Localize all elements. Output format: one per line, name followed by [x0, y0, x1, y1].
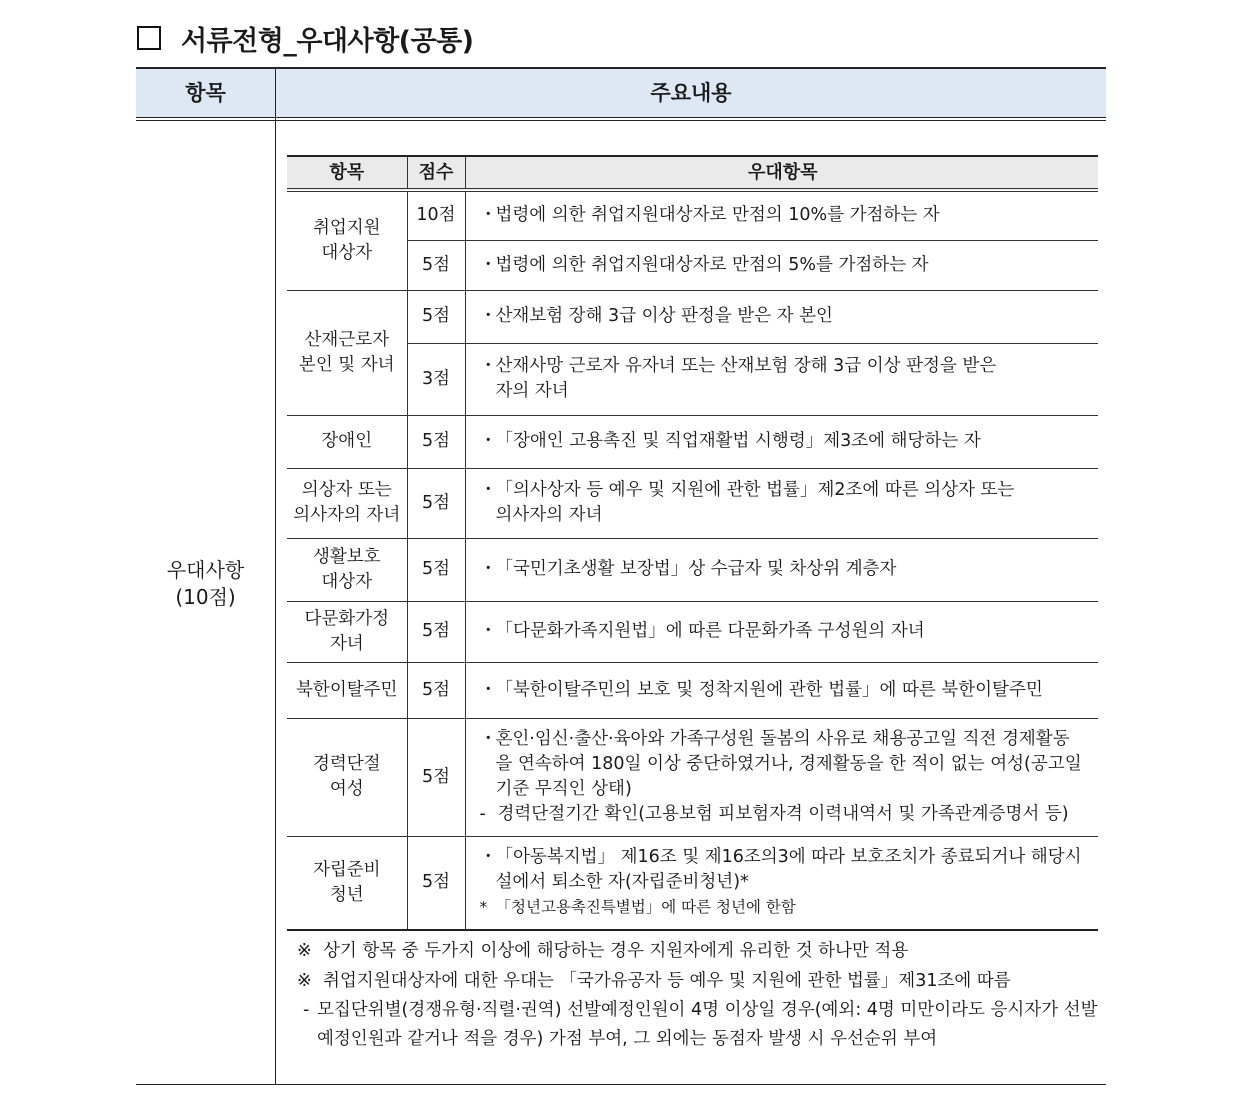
note-item [297, 936, 1102, 966]
preference-cell [465, 290, 1098, 343]
bullet [480, 557, 1087, 582]
item-cell [287, 415, 407, 468]
bullet [480, 678, 1087, 703]
note-marker: ※ [297, 941, 312, 961]
table-bottom-border [136, 1084, 1106, 1085]
item-cell [287, 718, 407, 836]
category-label-name: 우대사항 [166, 558, 245, 582]
bullet-marker: ・ [479, 254, 497, 275]
item-cell [287, 538, 407, 601]
item-text: 경력단절 [312, 754, 381, 774]
item-text: 취업지원 [312, 217, 381, 238]
table-row [287, 415, 1098, 468]
bullet-text: 법령에 의한 취업지원대상자로 만점의 5%를 가점하는 자 [495, 254, 929, 275]
preference-cell [465, 601, 1098, 662]
bullet [480, 727, 1087, 802]
column-divider [275, 67, 276, 1085]
bullet [480, 354, 1087, 404]
preference-cell [465, 718, 1098, 836]
table-row [287, 718, 1098, 836]
note-text: 상기 항목 중 두가지 이상에 해당하는 경우 지원자에게 유리한 것 하나만 적용 [323, 941, 909, 961]
item-cell [287, 662, 407, 718]
bullet-text: 「국민기초생활 보장법」상 수급자 및 차상위 계층자 [495, 559, 897, 579]
preference-cell [465, 415, 1098, 468]
bullet-text: 산재보험 장해 3급 이상 판정을 받은 자 본인 [495, 306, 833, 326]
bullet-marker: ・ [479, 621, 497, 641]
score-cell: 3점 [407, 343, 465, 415]
table-row [287, 538, 1098, 601]
checkbox-square-icon [137, 26, 161, 50]
section-title [137, 18, 474, 58]
bullet-marker: ・ [479, 729, 497, 749]
bullet-marker: ・ [479, 847, 497, 868]
score-cell: 5점 [407, 538, 465, 601]
bullet-text: 「아동복지법」 제16조 및 제16조의3에 따라 보호조치가 종료되거나 해당시설에서 퇴소한 자(자립준비청년)* [495, 847, 1082, 893]
section-title-text: 서류전형_우대사항(공통) [181, 25, 474, 57]
item-text: 자녀 [329, 633, 364, 654]
col-header-preference: 우대항목 [465, 156, 1098, 190]
col-header-item: 항목 [287, 156, 407, 190]
bullet-text: 경력단절기간 확인(고용보험 피보험자격 이력내역서 및 가족관계증명서 등) [497, 804, 1069, 824]
bullet-marker: ・ [479, 205, 497, 226]
score-cell: 5점 [407, 240, 465, 290]
preference-cell [465, 190, 1098, 240]
bullet [480, 429, 1087, 454]
sub-bullet [480, 802, 1087, 827]
item-cell [287, 836, 407, 930]
item-text: 다문화가정 [304, 608, 390, 629]
bullet-marker: ・ [479, 431, 497, 451]
preference-cell [465, 836, 1098, 930]
item-text: 자립준비 [312, 859, 381, 880]
bullet-text: 산재사망 근로자 유자녀 또는 산재보험 장해 3급 이상 판정을 받은 자의 자녀 [495, 356, 997, 401]
preference-cell [465, 240, 1098, 290]
item-cell [287, 601, 407, 662]
preference-cell [465, 343, 1098, 415]
bullet [480, 203, 1087, 228]
note-marker: - [303, 1000, 310, 1020]
bullet [480, 845, 1087, 895]
item-text: 의상자 또는 [301, 480, 392, 500]
bullet [480, 253, 1087, 278]
item-text: 산재근로자 [304, 329, 390, 350]
item-text: 북한이탈주민 [296, 679, 398, 700]
preference-cell [465, 538, 1098, 601]
footnote-marker: * [479, 898, 488, 917]
header-content: 주요내용 [650, 81, 732, 105]
table-row [287, 240, 1098, 290]
score-cell: 5점 [407, 290, 465, 343]
preference-cell [465, 468, 1098, 538]
table-row [287, 601, 1098, 662]
footnote [480, 895, 1087, 920]
table-row [287, 836, 1098, 930]
score-cell: 10점 [407, 190, 465, 240]
item-cell [287, 290, 407, 415]
bullet-marker: - [479, 804, 486, 824]
note-marker: ※ [297, 971, 312, 991]
notes [297, 936, 1102, 1054]
bullet-text: 「의사상자 등 예우 및 지원에 관한 법률」제2조에 따른 의상자 또는 의사자의 자녀 [495, 480, 1015, 525]
note-item [297, 966, 1102, 996]
bullet-text: 「장애인 고용촉진 및 직업재활법 시행령」제3조에 해당하는 자 [495, 431, 981, 451]
header-item: 항목 [185, 81, 226, 105]
score-cell: 5점 [407, 662, 465, 718]
note-sub-item [297, 996, 1102, 1054]
bullet-marker: ・ [479, 559, 497, 579]
bullet-marker: ・ [479, 679, 497, 700]
table-row [287, 468, 1098, 538]
note-text: 모집단위별(경쟁유형·직렬·권역) 선발예정인원이 4명 이상일 경우(예외: 4명 미만이라도 응시자가 선발예정인원과 같거나 적을 경우) 가점 부여, 그 외에는 동점자 발생 시 우선순위 부여 [317, 1000, 1098, 1049]
score-cell: 5점 [407, 601, 465, 662]
col-header-score: 점수 [407, 156, 465, 190]
table-row [287, 190, 1098, 240]
score-cell: 5점 [407, 836, 465, 930]
item-text: 대상자 [321, 242, 373, 263]
bullet-text: 「다문화가족지원법」에 따른 다문화가족 구성원의 자녀 [495, 621, 925, 641]
preference-table [287, 155, 1098, 931]
item-text: 생활보호 [312, 546, 381, 567]
bullet-marker: ・ [479, 356, 497, 376]
bullet-marker: ・ [479, 306, 497, 326]
item-cell [287, 468, 407, 538]
bullet-text: 법령에 의한 취업지원대상자로 만점의 10%를 가점하는 자 [495, 205, 940, 226]
preference-table-header [287, 156, 1098, 190]
table-row [287, 290, 1098, 343]
item-text: 청년 [329, 884, 364, 905]
note-text: 취업지원대상자에 대한 우대는 「국가유공자 등 예우 및 지원에 관한 법률」제31조에 따름 [323, 971, 1011, 991]
item-cell [287, 190, 407, 290]
bullet [480, 478, 1087, 528]
item-text: 본인 및 자녀 [298, 354, 395, 375]
bullet-text: 혼인·임신·출산·육아와 가족구성원 돌봄의 사유로 채용공고일 직전 경제활동을 연속하여 180일 이상 중단하였거나, 경제활동을 한 적이 없는 여성(공고일 기준 무직인 상태) [495, 729, 1082, 799]
score-cell: 5점 [407, 718, 465, 836]
bullet-text: 「북한이탈주민의 보호 및 정착지원에 관한 법률」에 따른 북한이탈주민 [495, 679, 1043, 700]
header-divider [136, 117, 1106, 121]
preference-cell [465, 662, 1098, 718]
item-text: 대상자 [321, 571, 373, 592]
bullet [480, 619, 1087, 644]
item-text: 여성 [329, 779, 364, 799]
item-text: 의사자의 자녀 [293, 505, 401, 525]
category-label [136, 557, 275, 611]
score-cell: 5점 [407, 415, 465, 468]
item-text: 장애인 [321, 431, 373, 451]
table-row [287, 343, 1098, 415]
category-label-points: (10점) [175, 585, 236, 609]
score-cell: 5점 [407, 468, 465, 538]
footnote-text: 「청년고용촉진특별법」에 따른 청년에 한함 [495, 898, 796, 917]
bullet-marker: ・ [479, 480, 497, 500]
bullet [480, 304, 1087, 329]
table-row [287, 662, 1098, 718]
